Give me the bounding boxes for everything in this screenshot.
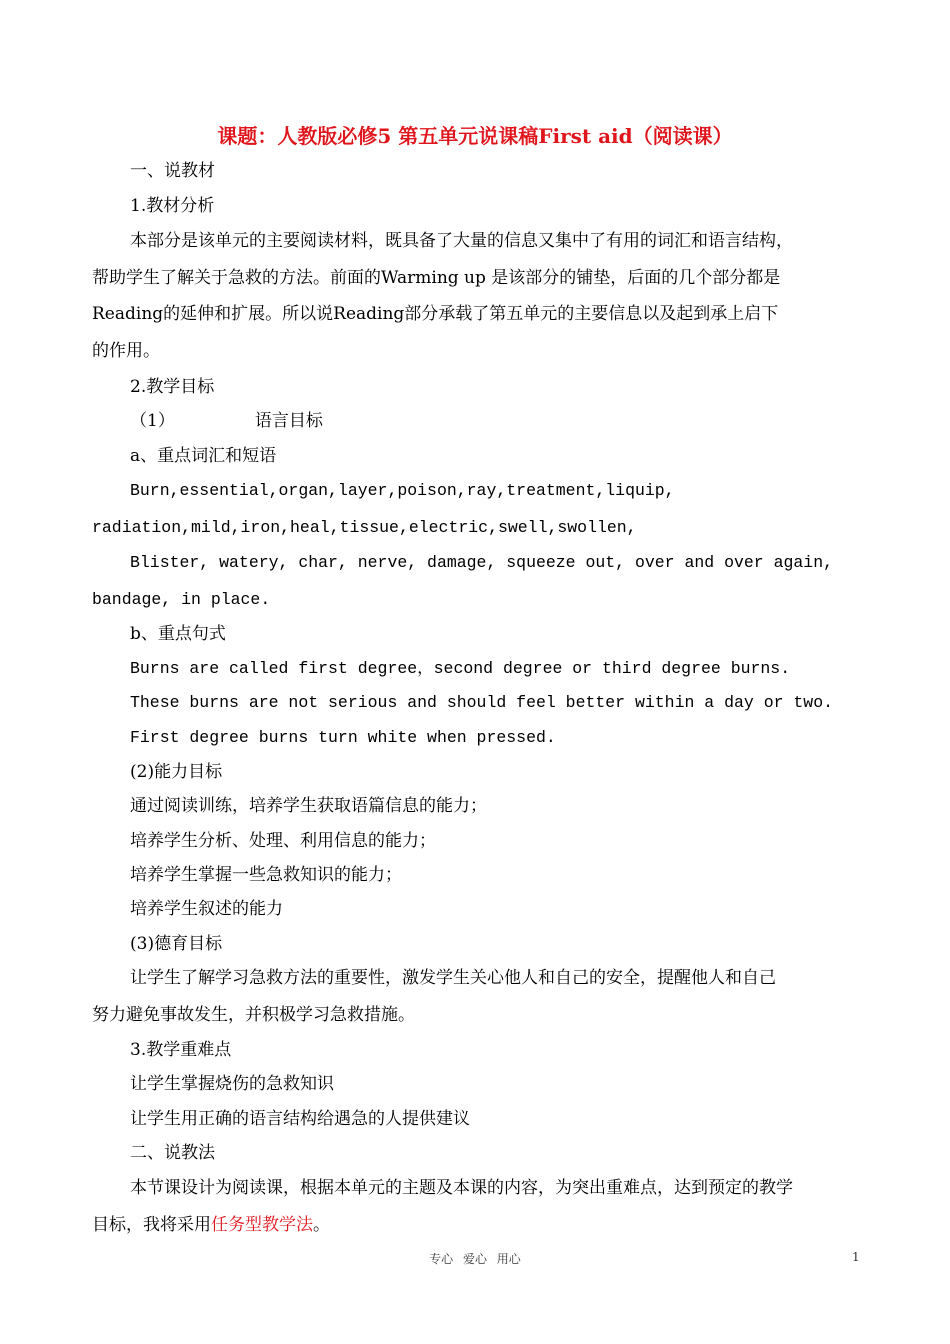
paragraph-line: [92, 1214, 330, 1236]
vocab-line: bandage, in place.: [92, 590, 271, 609]
paragraph-line: 帮助学生了解关于急救的方法。前面的Warming up 是该部分的铺垫，后面的几个部分都是: [92, 268, 781, 288]
subheading-teaching-goals: 2.教学目标: [130, 377, 215, 397]
paragraph-line: 本节课设计为阅读课，根据本单元的主题及本课的内容，为突出重难点，达到预定的教学: [130, 1178, 793, 1198]
goal-language: [130, 410, 323, 432]
sentence-line: These burns are not serious and should feel better within a day or two.: [130, 693, 834, 712]
goal-label: 语言目标: [254, 411, 323, 431]
page-number: 1: [852, 1250, 860, 1264]
goal-number: （1）: [130, 411, 175, 431]
text-segment: 目标，我将采用: [92, 1215, 211, 1235]
section-heading-teaching-method: 二、说教法: [130, 1143, 215, 1163]
sentence-line: Burns are called first degree，second degree or third degree burns.: [130, 659, 791, 678]
list-item: 培养学生叙述的能力: [130, 899, 283, 919]
list-item: 培养学生分析、处理、利用信息的能力；: [130, 831, 436, 851]
list-item: 让学生用正确的语言结构给遇急的人提供建议: [130, 1109, 470, 1129]
subheading-moral-goals: (3)德育目标: [130, 934, 223, 954]
document-title: 课题：人教版必修5 第五单元说课稿First aid（阅读课）: [217, 124, 733, 148]
list-item: 通过阅读训练，培养学生获取语篇信息的能力；: [130, 796, 487, 816]
list-item: 让学生掌握烧伤的急救知识: [130, 1074, 334, 1094]
list-item: 培养学生掌握一些急救知识的能力；: [130, 865, 402, 885]
vocab-line: radiation,mild,iron,heal,tissue,electric,swell,swollen,: [92, 518, 637, 537]
sentence-line: First degree burns turn white when pressed.: [130, 728, 556, 747]
section-heading-teaching-material: 一、说教材: [130, 161, 215, 181]
paragraph-line: 的作用。: [92, 341, 160, 361]
paragraph-line: 努力避免事故发生，并积极学习急救措施。: [92, 1005, 415, 1025]
subheading-key-sentences: b、重点句式: [130, 624, 226, 644]
vocab-line: Blister, watery, char, nerve, damage, squeeze out, over and over again,: [130, 553, 834, 572]
subheading-material-analysis: 1.教材分析: [130, 196, 215, 216]
subheading-key-vocabulary: a、重点词汇和短语: [130, 446, 277, 466]
highlighted-method: 任务型教学法: [211, 1215, 313, 1235]
paragraph-line: 让学生了解学习急救方法的重要性，激发学生关心他人和自己的安全，提醒他人和自己: [130, 968, 776, 988]
vocab-line: Burn,essential,organ,layer,poison,ray,treatment,liquip,: [130, 481, 675, 500]
paragraph-line: Reading的延伸和扩展。所以说Reading部分承载了第五单元的主要信息以及起到承上启下: [92, 304, 779, 324]
subheading-key-difficulties: 3.教学重难点: [130, 1040, 232, 1060]
page-footer: 专心 爱心 用心: [429, 1252, 521, 1266]
text-segment: 。: [313, 1215, 330, 1235]
paragraph-line: 本部分是该单元的主要阅读材料，既具备了大量的信息又集中了有用的词汇和语言结构，: [130, 231, 793, 251]
subheading-ability-goals: (2)能力目标: [130, 762, 223, 782]
